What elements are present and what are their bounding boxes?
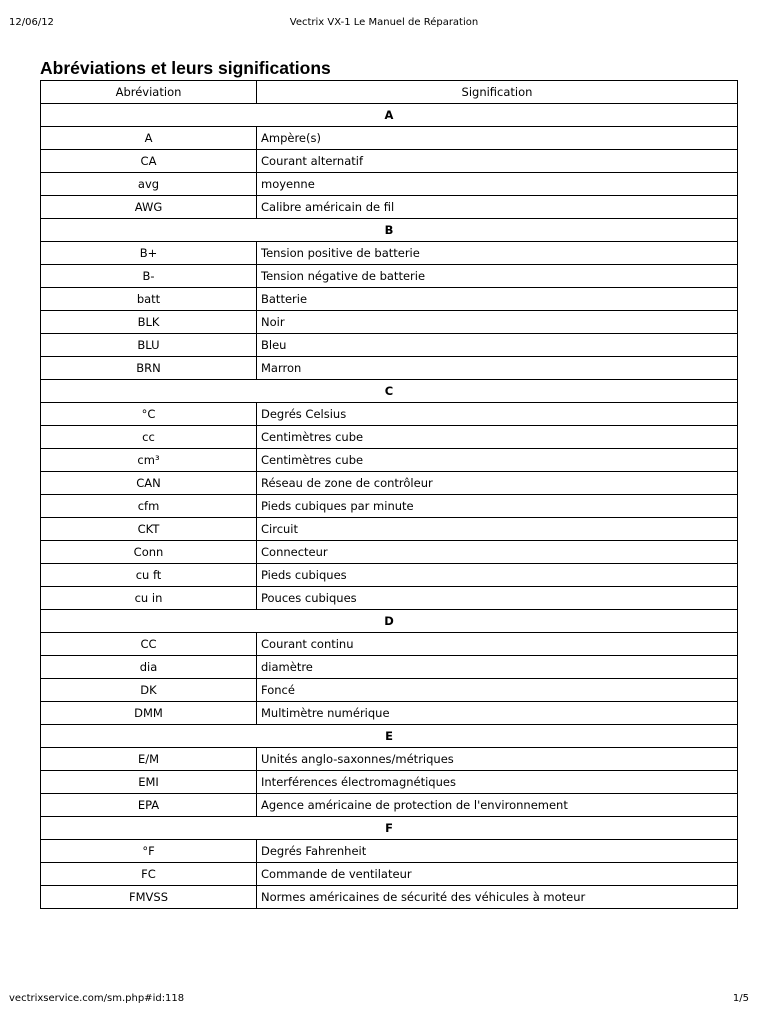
section-letter: C [41, 380, 738, 403]
table-row [41, 173, 738, 196]
section-letter: B [41, 219, 738, 242]
table-row [41, 196, 738, 219]
table-body [41, 104, 738, 909]
abbreviation-cell: BLU [41, 334, 257, 357]
table-row [41, 633, 738, 656]
abbreviation-cell: EPA [41, 794, 257, 817]
abbreviations-table [40, 80, 738, 909]
signification-cell: Calibre américain de fil [257, 196, 738, 219]
section-row [41, 380, 738, 403]
signification-cell: Degrés Fahrenheit [257, 840, 738, 863]
abbreviation-cell: AWG [41, 196, 257, 219]
signification-cell: Agence américaine de protection de l'environnement [257, 794, 738, 817]
section-row [41, 725, 738, 748]
signification-cell: Marron [257, 357, 738, 380]
signification-cell: Foncé [257, 679, 738, 702]
abbreviation-cell: °C [41, 403, 257, 426]
signification-cell: Noir [257, 311, 738, 334]
signification-cell: Connecteur [257, 541, 738, 564]
abbreviation-cell: cc [41, 426, 257, 449]
signification-cell: Interférences électromagnétiques [257, 771, 738, 794]
table-row [41, 656, 738, 679]
signification-cell: Centimètres cube [257, 426, 738, 449]
abbreviation-cell: cfm [41, 495, 257, 518]
abbreviation-cell: A [41, 127, 257, 150]
signification-cell: Réseau de zone de contrôleur [257, 472, 738, 495]
signification-cell: Pieds cubiques par minute [257, 495, 738, 518]
table-row [41, 242, 738, 265]
signification-cell: diamètre [257, 656, 738, 679]
abbreviation-cell: FMVSS [41, 886, 257, 909]
signification-cell: Pieds cubiques [257, 564, 738, 587]
table-row [41, 472, 738, 495]
signification-cell: Unités anglo-saxonnes/métriques [257, 748, 738, 771]
signification-cell: Courant alternatif [257, 150, 738, 173]
table-row [41, 679, 738, 702]
abbreviation-cell: dia [41, 656, 257, 679]
abbreviation-cell: EMI [41, 771, 257, 794]
table-row [41, 748, 738, 771]
abbreviation-cell: cm³ [41, 449, 257, 472]
section-letter: D [41, 610, 738, 633]
table-row [41, 863, 738, 886]
abbreviation-cell: DK [41, 679, 257, 702]
abbreviation-cell: BLK [41, 311, 257, 334]
abbreviation-cell: cu ft [41, 564, 257, 587]
signification-cell: Tension positive de batterie [257, 242, 738, 265]
table-row [41, 495, 738, 518]
table-row [41, 311, 738, 334]
column-header-abbreviation: Abréviation [41, 81, 257, 104]
page-url: vectrixservice.com/sm.php#id:118 [9, 993, 185, 1004]
abbreviation-cell: batt [41, 288, 257, 311]
abbreviation-cell: BRN [41, 357, 257, 380]
table-row [41, 886, 738, 909]
signification-cell: Multimètre numérique [257, 702, 738, 725]
signification-cell: Ampère(s) [257, 127, 738, 150]
table-row [41, 794, 738, 817]
table-row [41, 127, 738, 150]
section-row [41, 610, 738, 633]
table-row [41, 702, 738, 725]
table-row [41, 587, 738, 610]
signification-cell: Circuit [257, 518, 738, 541]
section-row [41, 817, 738, 840]
abbreviation-cell: B- [41, 265, 257, 288]
abbreviation-cell: CAN [41, 472, 257, 495]
abbreviation-cell: CA [41, 150, 257, 173]
signification-cell: Batterie [257, 288, 738, 311]
column-header-signification: Signification [257, 81, 738, 104]
table-row [41, 334, 738, 357]
table-row [41, 265, 738, 288]
abbreviation-cell: Conn [41, 541, 257, 564]
signification-cell: moyenne [257, 173, 738, 196]
abbreviation-cell: B+ [41, 242, 257, 265]
table-row [41, 150, 738, 173]
page-number: 1/5 [732, 993, 749, 1004]
table-row [41, 357, 738, 380]
table-row [41, 426, 738, 449]
page-title: Abréviations et leurs significations [40, 58, 331, 78]
abbreviation-cell: avg [41, 173, 257, 196]
print-title: Vectrix VX-1 Le Manuel de Réparation [289, 17, 479, 28]
table-row [41, 449, 738, 472]
signification-cell: Bleu [257, 334, 738, 357]
signification-cell: Normes américaines de sécurité des véhicules à moteur [257, 886, 738, 909]
signification-cell: Degrés Celsius [257, 403, 738, 426]
section-letter: A [41, 104, 738, 127]
table-row [41, 403, 738, 426]
table-row [41, 518, 738, 541]
table-row [41, 288, 738, 311]
abbreviation-cell: E/M [41, 748, 257, 771]
abbreviation-cell: FC [41, 863, 257, 886]
signification-cell: Courant continu [257, 633, 738, 656]
abbreviation-cell: CC [41, 633, 257, 656]
table-row [41, 771, 738, 794]
abbreviation-cell: CKT [41, 518, 257, 541]
table-row [41, 564, 738, 587]
signification-cell: Centimètres cube [257, 449, 738, 472]
abbreviation-cell: °F [41, 840, 257, 863]
section-row [41, 219, 738, 242]
section-letter: F [41, 817, 738, 840]
table-row [41, 840, 738, 863]
signification-cell: Tension négative de batterie [257, 265, 738, 288]
signification-cell: Pouces cubiques [257, 587, 738, 610]
table-row [41, 541, 738, 564]
abbreviation-cell: cu in [41, 587, 257, 610]
print-date: 12/06/12 [9, 17, 54, 28]
signification-cell: Commande de ventilateur [257, 863, 738, 886]
section-row [41, 104, 738, 127]
table-header-row [41, 81, 738, 104]
section-letter: E [41, 725, 738, 748]
abbreviation-cell: DMM [41, 702, 257, 725]
